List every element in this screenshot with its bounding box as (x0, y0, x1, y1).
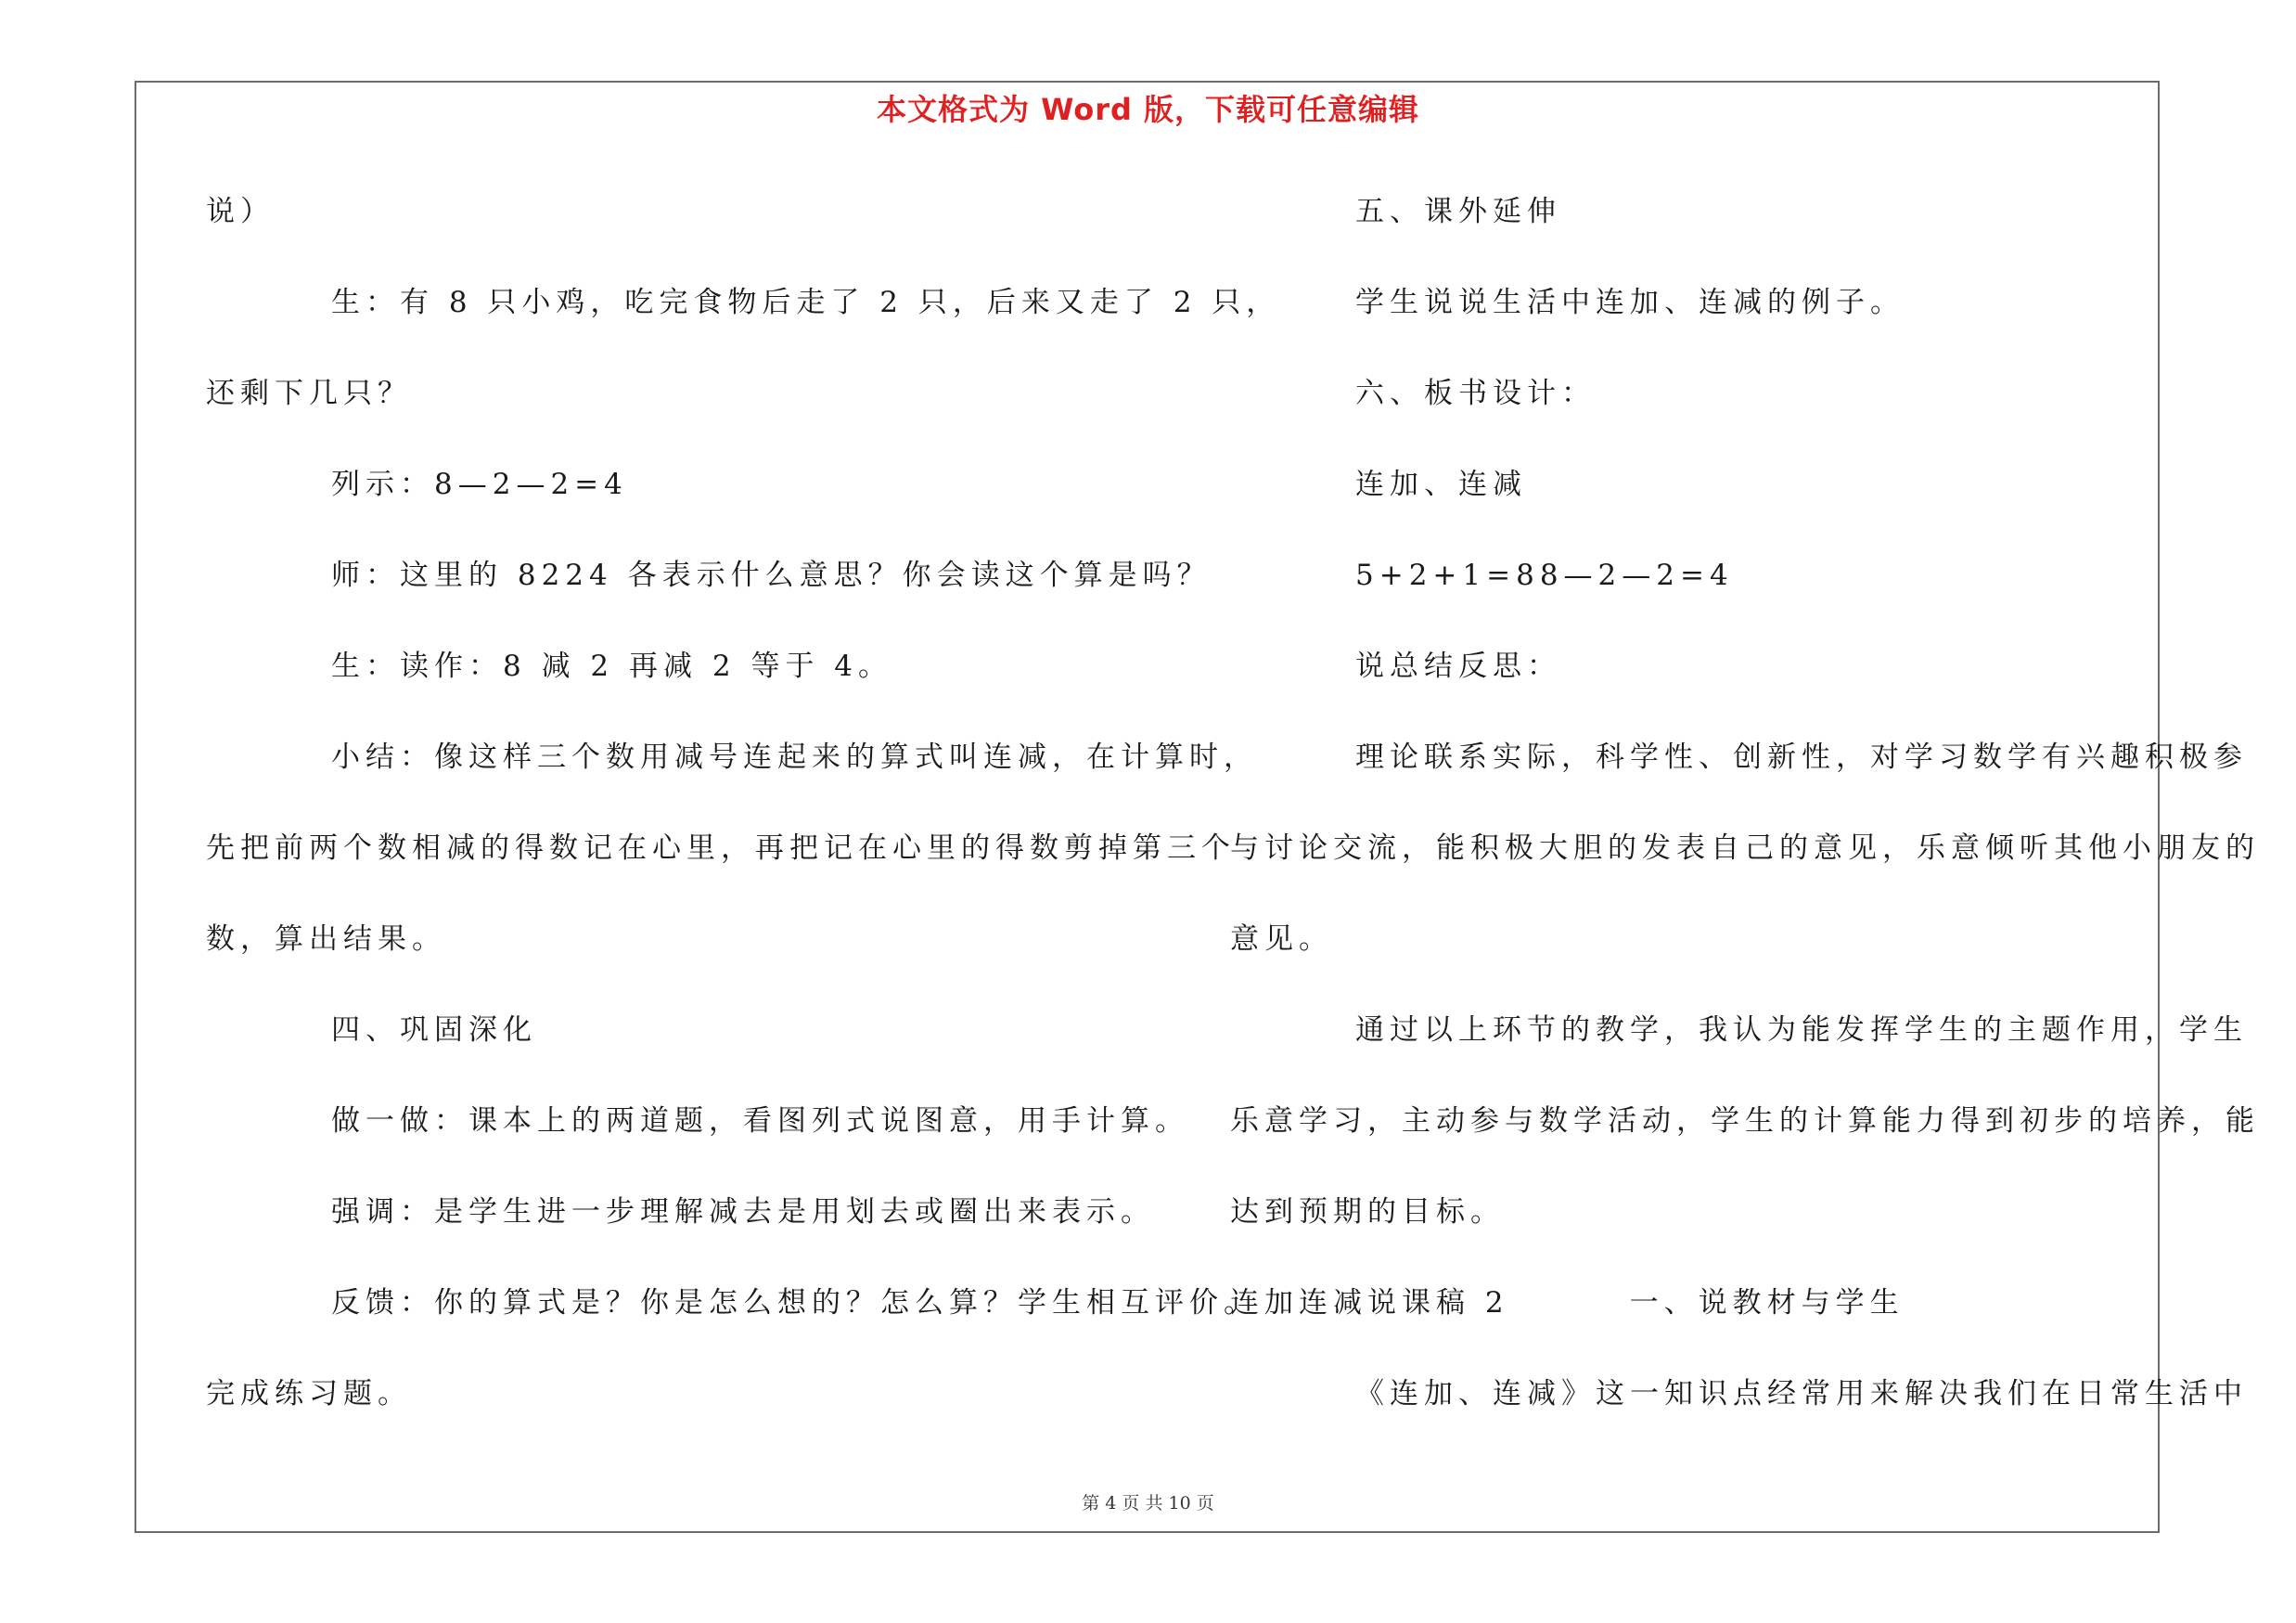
text-line: 做一做：课本上的两道题，看图列式说图意，用手计算。 (331, 1104, 1189, 1138)
right-column (1230, 182, 2260, 1455)
text-line: 先把前两个数相减的得数记在心里，再把记在心里的得数剪掉第三个 (206, 831, 1236, 865)
section-heading: 六、板书设计： (1355, 377, 1596, 410)
section-heading: 四、巩固深化 (331, 1013, 537, 1047)
document-header: 本文格式为 Word 版，下载可任意编辑 (876, 92, 1420, 127)
text-line: 达到预期的目标。 (1230, 1195, 1505, 1229)
text-line: 意见。 (1230, 922, 1333, 956)
text-line: 《连加、连减》这一知识点经常用来解决我们在日常生活中 (1355, 1377, 2248, 1410)
text-line: 还剩下几只？ (206, 377, 412, 410)
text-line: 列示：8—2—2=4 (331, 468, 628, 501)
text-line: 理论联系实际，科学性、创新性，对学习数学有兴趣积极参 (1355, 741, 2248, 774)
page-number: 第 4 页 共 10 页 (1082, 1493, 1214, 1514)
left-column (206, 182, 1281, 1455)
text-line: 小结：像这样三个数用减号连起来的算式叫连减，在计算时， (331, 741, 1258, 774)
text-line: 生：有 8 只小鸡，吃完食物后走了 2 只，后来又走了 2 只， (331, 286, 1281, 319)
text-line: 连加、连减 (1355, 468, 1527, 501)
text-line: 说） (206, 195, 275, 228)
section-heading: 五、课外延伸 (1355, 195, 1561, 228)
text-line: 5+2+1=88—2—2=4 (1355, 559, 1734, 592)
text-line: 乐意学习，主动参与数学活动，学生的计算能力得到初步的培养，能 (1230, 1104, 2260, 1138)
title-line (1230, 1273, 2148, 1364)
text-line: 师：这里的 8224 各表示什么意思？你会读这个算是吗？ (331, 559, 1212, 592)
text-line: 反馈：你的算式是？你是怎么想的？怎么算？学生相互评价。 (331, 1286, 1258, 1320)
text-line: 生：读作：8 减 2 再减 2 等于 4。 (331, 650, 893, 683)
text-line: 与讨论交流，能积极大胆的发表自己的意见，乐意倾听其他小朋友的 (1230, 831, 2260, 865)
text-line: 通过以上环节的教学，我认为能发挥学生的主题作用，学生 (1355, 1013, 2248, 1047)
text-line: 数，算出结果。 (206, 922, 446, 956)
text-line: 完成练习题。 (206, 1377, 412, 1410)
document-subtitle: 连加连减说课稿 2 (1230, 1286, 1509, 1320)
text-line: 强调：是学生进一步理解减去是用划去或圈出来表示。 (331, 1195, 1155, 1229)
text-line: 学生说说生活中连加、连减的例子。 (1355, 286, 1905, 319)
text-line: 说总结反思： (1355, 650, 1561, 683)
section-heading: 一、说教材与学生 (1629, 1286, 1905, 1320)
